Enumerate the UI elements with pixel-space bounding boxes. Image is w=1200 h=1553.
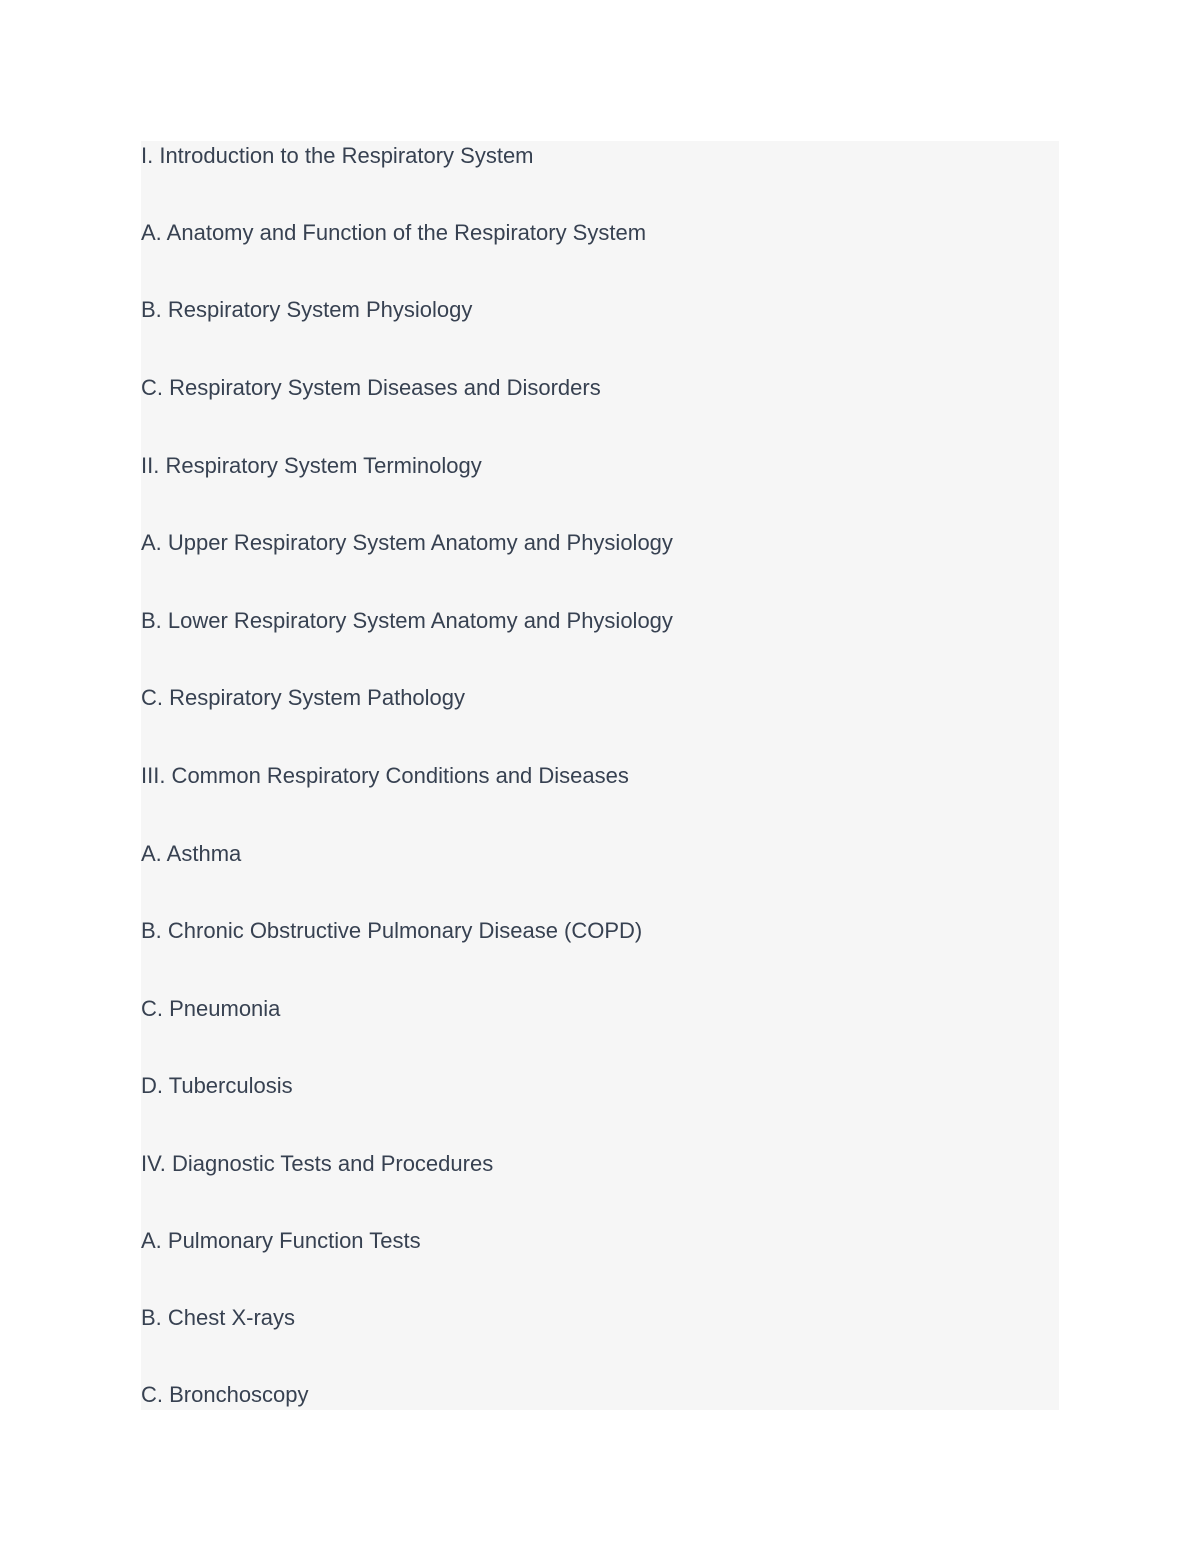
outline-item-3b: B. Chronic Obstructive Pulmonary Disease (COPD) bbox=[141, 918, 643, 943]
outline-heading-4: IV. Diagnostic Tests and Procedures bbox=[141, 1151, 494, 1176]
outline-item-2a: A. Upper Respiratory System Anatomy and Physiology bbox=[141, 530, 673, 555]
outline-item-2c: C. Respiratory System Pathology bbox=[141, 685, 466, 710]
outline-item-3d: D. Tuberculosis bbox=[141, 1073, 293, 1098]
outline-item-2b: B. Lower Respiratory System Anatomy and Physiology bbox=[141, 608, 673, 633]
outline-item-1a: A. Anatomy and Function of the Respiratory System bbox=[141, 220, 647, 245]
outline-item-3c: C. Pneumonia bbox=[141, 996, 281, 1021]
outline-item-3a: A. Asthma bbox=[141, 841, 242, 866]
outline-item-1b: B. Respiratory System Physiology bbox=[141, 297, 473, 322]
outline-heading-1: I. Introduction to the Respiratory System bbox=[141, 143, 534, 168]
outline-heading-2: II. Respiratory System Terminology bbox=[141, 453, 482, 478]
outline-item-4a: A. Pulmonary Function Tests bbox=[141, 1228, 421, 1253]
outline-item-1c: C. Respiratory System Diseases and Disorders bbox=[141, 375, 601, 400]
outline-item-4c: C. Bronchoscopy bbox=[141, 1382, 309, 1407]
outline-heading-3: III. Common Respiratory Conditions and Diseases bbox=[141, 763, 629, 788]
outline-item-4b: B. Chest X-rays bbox=[141, 1305, 296, 1330]
